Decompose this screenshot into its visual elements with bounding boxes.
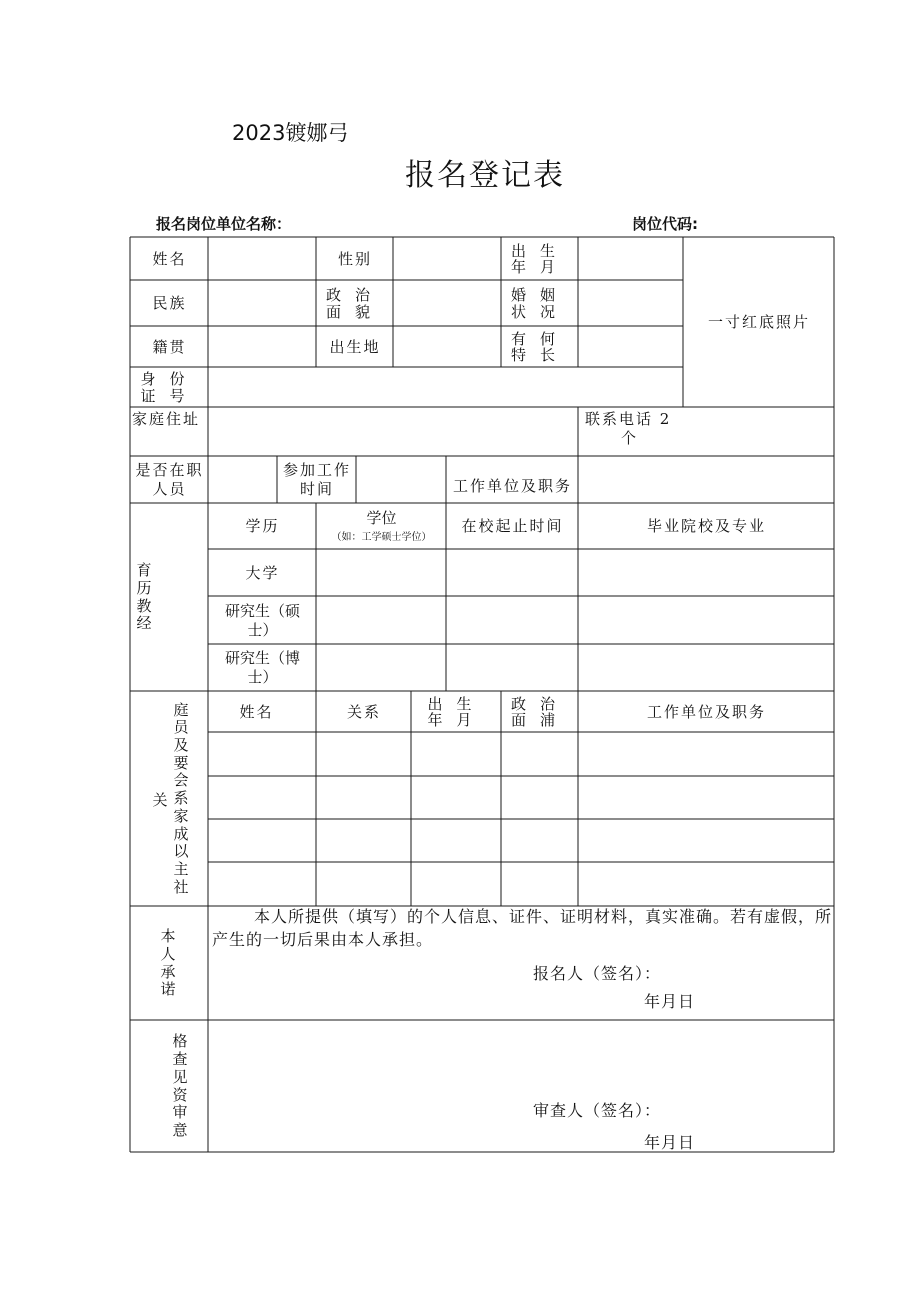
family-row[interactable] <box>209 777 834 819</box>
phone-field[interactable] <box>688 408 834 456</box>
birth-label-line2: 年月 <box>510 258 569 276</box>
degree-header-text: 学位 <box>366 508 397 527</box>
family-side-char: 要 <box>173 753 189 772</box>
edu-side-char: 育 <box>136 561 152 580</box>
edu-school-header: 毕业院校及专业 <box>646 517 766 536</box>
birthplace-label: 出生地 <box>329 337 381 356</box>
unit-name-label: 报名岗位单位名称： <box>156 215 292 233</box>
review-side-label <box>160 1021 200 1152</box>
name-field[interactable] <box>209 238 316 280</box>
degree-header-note: （如：工学硕士学位） <box>331 531 432 543</box>
family-birth-line2: 年月 <box>427 711 486 729</box>
employed-label-line2: 人员 <box>152 480 187 498</box>
review-side-char: 查 <box>172 1050 188 1069</box>
family-political-header <box>502 692 578 732</box>
pledge-side-char: 人 <box>160 944 176 963</box>
family-side-left-char: 关 <box>152 790 168 809</box>
page-title: 报名登记表 <box>405 158 565 193</box>
political-status-label <box>317 281 393 326</box>
review-side-char: 资 <box>172 1085 188 1104</box>
edu-row-doctor-fields[interactable] <box>317 645 834 691</box>
edu-degree-header <box>317 504 446 549</box>
edu-row-university-fields[interactable] <box>317 550 834 596</box>
edu-level-header: 学历 <box>245 517 280 536</box>
work-start-label-line2: 时间 <box>299 480 334 498</box>
family-row[interactable] <box>209 863 834 906</box>
edu-row-doctor <box>209 645 316 691</box>
home-address-label: 家庭住址 <box>132 410 201 428</box>
specialty-field[interactable] <box>579 327 683 367</box>
master-label-line1: 研究生（硕 <box>224 601 300 620</box>
edu-row-university: 大学 <box>245 563 280 582</box>
pledge-text <box>212 905 832 951</box>
pledge-paragraph: 本人所提供（填写）的个人信息、证件、证明材料，真实准确。若有虚假，所产生的一切后果由本人承担。 <box>212 907 833 950</box>
family-side-label <box>168 692 194 906</box>
family-side-char: 系 <box>173 789 189 808</box>
phone-label <box>585 410 685 456</box>
edu-row-master <box>209 597 316 644</box>
name-label: 姓名 <box>152 249 187 268</box>
education-side-label <box>131 504 157 691</box>
birth-date-field[interactable] <box>579 238 683 280</box>
applicant-date-label: 年月日 <box>644 992 696 1011</box>
review-date-label: 年月日 <box>644 1133 696 1152</box>
family-side-char: 成 <box>173 824 189 843</box>
phone-label-line1: 联系电话 2 <box>585 410 672 428</box>
family-side-char: 员 <box>173 718 189 737</box>
family-side-char: 庭 <box>173 700 189 719</box>
edu-period-header: 在校起止时间 <box>461 517 564 536</box>
birth-date-label <box>502 238 578 280</box>
pledge-side-char: 本 <box>160 927 176 946</box>
id-number-label <box>131 368 208 407</box>
marital-label-line1: 婚姻 <box>510 286 569 304</box>
master-label-line2: 士） <box>247 620 278 639</box>
family-political-line1: 政治 <box>510 694 569 713</box>
work-start-field[interactable] <box>357 457 446 503</box>
id-number-field[interactable] <box>209 368 683 407</box>
political-label-line2: 面貌 <box>325 302 384 321</box>
edu-side-char: 教 <box>136 596 152 615</box>
marital-status-field[interactable] <box>579 281 683 326</box>
employed-label <box>131 457 208 503</box>
home-address-field[interactable] <box>209 408 578 456</box>
pledge-side-char: 诺 <box>160 980 176 999</box>
family-row[interactable] <box>209 733 834 776</box>
work-start-label <box>278 457 356 503</box>
review-side-char: 审 <box>172 1103 188 1122</box>
family-birth-header <box>412 692 501 732</box>
pledge-side-label <box>150 907 186 1020</box>
family-side-char: 社 <box>173 877 189 896</box>
doctor-label-line2: 士） <box>247 668 278 686</box>
specialty-label-line2: 特长 <box>510 346 569 364</box>
doctor-label-line1: 研究生（博 <box>224 649 300 668</box>
marital-status-label <box>502 281 578 326</box>
reviewer-signature-label: 审查人（签名）： <box>533 1101 662 1120</box>
native-place-field[interactable] <box>209 327 316 367</box>
id-label-line2: 证号 <box>140 386 199 405</box>
family-side-char: 主 <box>173 859 189 878</box>
review-side-char: 见 <box>172 1067 188 1086</box>
family-relation-header: 关系 <box>346 702 381 721</box>
phone-label-line2: 个 <box>621 428 639 447</box>
political-label-line1: 政治 <box>325 286 384 304</box>
family-name-header: 姓名 <box>239 702 274 721</box>
review-side-char: 格 <box>172 1032 188 1051</box>
work-start-label-line1: 参加工作 <box>282 461 351 480</box>
birthplace-field[interactable] <box>394 327 501 367</box>
family-political-line2: 面浦 <box>510 711 569 729</box>
gender-field[interactable] <box>394 238 501 280</box>
work-unit-label: 工作单位及职务 <box>452 477 572 496</box>
position-code-label: 岗位代码: <box>632 215 698 233</box>
family-side-char: 及 <box>173 736 189 755</box>
family-row[interactable] <box>209 820 834 862</box>
edu-row-master-fields[interactable] <box>317 597 834 644</box>
marital-label-line2: 状况 <box>510 302 569 321</box>
family-work-header: 工作单位及职务 <box>646 702 766 721</box>
family-side-char: 以 <box>173 842 189 861</box>
applicant-signature-label: 报名人（签名）： <box>533 964 662 983</box>
specialty-label-line1: 有何 <box>510 329 569 348</box>
photo-box[interactable]: 一寸红底照片 <box>707 313 810 332</box>
family-birth-line1: 出生 <box>427 694 486 713</box>
pledge-side-char: 承 <box>160 962 176 981</box>
specialty-label <box>502 327 578 367</box>
edu-side-char: 历 <box>136 578 152 597</box>
employed-field[interactable] <box>209 457 277 503</box>
native-place-label: 籍贯 <box>152 337 187 356</box>
edu-side-char: 经 <box>136 614 152 633</box>
employed-label-line1: 是否在职 <box>135 461 204 480</box>
gender-label: 性别 <box>337 249 372 268</box>
political-status-field[interactable] <box>394 281 501 326</box>
family-side-char: 家 <box>173 806 189 825</box>
id-label-line1: 身份 <box>140 370 199 388</box>
family-side-char: 会 <box>173 771 189 790</box>
ethnicity-field[interactable] <box>209 281 316 326</box>
birth-label-line1: 出生 <box>510 241 569 260</box>
year-heading: 2023镀娜弓 <box>232 121 349 145</box>
work-unit-field[interactable] <box>579 457 834 503</box>
review-side-char: 意 <box>172 1120 188 1139</box>
ethnicity-label: 民族 <box>152 294 187 313</box>
